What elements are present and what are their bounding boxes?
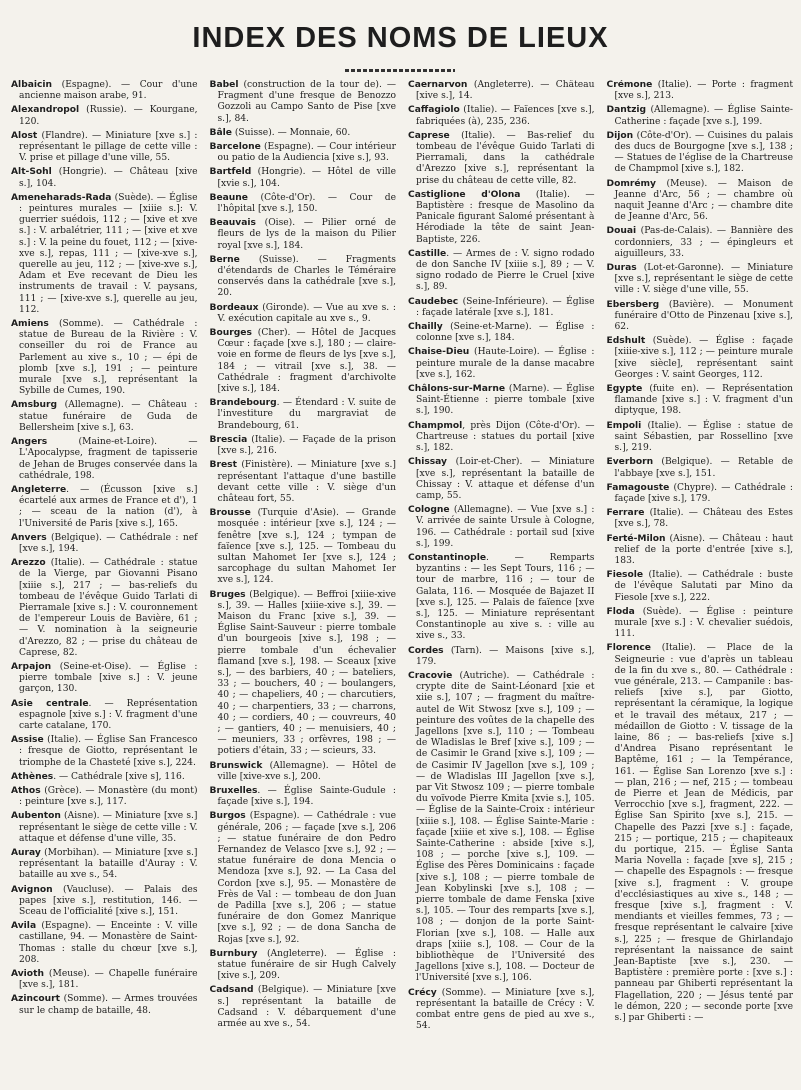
- entry-description: (Aisne). — Miniature [xve s.] représentant le siège de cette ville : V. attaque et défense d'une ville, 35.: [19, 811, 198, 844]
- index-entry: [210, 193, 397, 215]
- index-entry: [210, 80, 397, 125]
- index-entry: [607, 226, 794, 260]
- index-entry: [11, 699, 198, 733]
- entry-description: (Italie). — Façade de la prison [xve s.], 216.: [217, 434, 396, 457]
- entry-place-name: Athos: [11, 785, 41, 796]
- entry-description: (Morbihan). — Miniature [xve s.] représentant la bataille d'Auray : V. bataille au xve s., 54.: [19, 848, 198, 881]
- entry-place-name: Cologne: [408, 505, 450, 516]
- entry-place-name: Alt-Sohl: [11, 167, 52, 178]
- entry-place-name: Dijon: [606, 130, 634, 141]
- entry-description: (Cher). — Hôtel de Jacques Cœur : façade [xve s.], 180 ; — claire-voie en forme de fleurs de lys [xve s.], 184 ; — vitrail [xve s.], 38. — Cathédrale : fragment d'archivolte [xive s.], 184.: [217, 328, 396, 395]
- index-entry: [607, 421, 794, 455]
- entry-place-name: Athènes: [11, 771, 54, 782]
- entry-place-name: Caernarvon: [408, 80, 468, 90]
- index-entry: [607, 300, 794, 334]
- entry-description: (Gironde). — Vue au xve s. : V. exécution capitale au xve s., 9.: [217, 302, 396, 324]
- index-entry: [11, 662, 198, 696]
- entry-place-name: Assise: [11, 735, 44, 746]
- entry-description: (Espagne). — Cathédrale : vue générale, 206 ; — façade [xve s.], 206 ; — statue funéraire de don Pedro Fernandez de Velasco [xve s.], 92 ; — statue funéraire de dona Mencia o Mendoza [xve s.], 92. — La Casa del Cordon [xve s.], 95. — Monastère de Frès de Val : — tombeau de don Juan de Padilla [xve s.], 206 ; — statue funéraire de don Gomez Manrique [xve s.], 92 ; — de dona Sancha de Rojas [xve s.], 92.: [217, 811, 396, 945]
- entry-place-name: Champmol: [408, 420, 463, 431]
- index-entry: [408, 646, 595, 668]
- entry-place-name: Brest: [209, 460, 237, 471]
- index-entry: [607, 80, 794, 102]
- index-entry: [408, 80, 595, 102]
- index-entry: [408, 671, 595, 985]
- entry-description: (Allemagne). — Hôtel de ville [xive-xve s.], 200.: [217, 760, 396, 782]
- index-entry: [11, 131, 198, 165]
- entry-place-name: Alexandropol: [11, 105, 80, 116]
- entry-description: (Grèce). — Monastère (du mont) : peinture [xve s.], 117.: [19, 785, 198, 808]
- index-entry: [607, 105, 794, 127]
- entry-place-name: Azincourt: [11, 994, 61, 1005]
- index-entry: [210, 303, 397, 325]
- index-entry: [11, 786, 198, 808]
- entry-place-name: Chissay: [408, 457, 448, 468]
- entry-place-name: Cracovie: [408, 670, 453, 681]
- index-entry: [11, 167, 198, 189]
- entry-place-name: Bruges: [209, 589, 246, 600]
- entry-place-name: Crémone: [606, 80, 653, 90]
- entry-description: (Italie). — Bas-relief du tombeau de l'évêque Guido Tarlati di Pierramali, dans la cathédrale d'Arezzo [xive s.], représentant la prise du château de cette ville, 82.: [416, 130, 595, 186]
- entry-description: . — Cathédrale [xive s], 116.: [53, 771, 185, 782]
- entry-description: (Haute-Loire). — Église : peinture murale de la danse macabre [xve s.], 162.: [416, 347, 595, 380]
- entry-place-name: Cordes: [408, 645, 444, 656]
- entry-description: (Espagne). — Cour d'une ancienne maison arabe, 91.: [19, 80, 198, 102]
- index-entry: [11, 533, 198, 555]
- index-entry: [408, 421, 595, 455]
- entry-place-name: Ferté-Milon: [606, 533, 666, 544]
- index-entry: [11, 319, 198, 397]
- index-entry: [408, 553, 595, 643]
- entry-description: (Bavière). — Monument funéraire d'Otto de Pinzenau [xive s.], 62.: [614, 299, 793, 333]
- entry-description: (Vaucluse). — Palais des papes [xive s.], restitution, 146. — Sceau de l'officialité [xive s.], 151.: [19, 884, 198, 918]
- index-entry: [607, 131, 794, 176]
- entry-place-name: Ferrare: [606, 508, 645, 519]
- entry-description: (Somme). — Miniature [xve s.], représentant la bataille de Crécy : V. combat entre gens de pied au xve s., 54.: [416, 987, 595, 1032]
- entry-description: (Suède). — Église : peinture murale [xve s.] : V. chevalier suédois, 111.: [614, 606, 793, 640]
- entry-place-name: Angers: [11, 437, 48, 448]
- index-entry: [210, 128, 397, 139]
- entry-description: . — Remparts byzantins : — les Sept Tours, 116 ; — tour de marbre, 116 ; — tour de Galata, 116. — Mosquée de Bajazet II [xve s.], 125. — Palais de faïence [xve s.], 125. — Miniature représentant Constantinople au xive s. : ville au xive s., 33.: [416, 552, 595, 642]
- entry-description: (Italie). — Faïences [xve s.], fabriquées (à), 235, 236.: [416, 105, 595, 127]
- entry-description: (Tarn). — Maisons [xive s.], 179.: [416, 645, 595, 667]
- index-entry: [11, 772, 198, 783]
- entry-place-name: Brescia: [209, 434, 248, 445]
- index-entry: [11, 994, 198, 1016]
- index-entry: [607, 534, 794, 568]
- entry-place-name: Brandebourg: [209, 398, 277, 409]
- index-column: [210, 80, 397, 1080]
- entry-place-name: Douai: [606, 226, 637, 237]
- entry-place-name: Asie centrale: [11, 698, 89, 709]
- entry-description: (Russie). — Kourgane, 120.: [19, 105, 198, 127]
- index-entry: [11, 80, 198, 102]
- index-entry: [210, 786, 397, 808]
- entry-description: (Belgique). — Cathédrale : nef [xve s.], 194.: [19, 532, 198, 554]
- index-entry: [607, 179, 794, 224]
- entry-description: (Belgique). — Miniature [xve s.] représentant la bataille de Cadsand : V. débarquement d'une armée au xve s., 54.: [217, 985, 396, 1030]
- entry-place-name: Castiglione d'Olona: [408, 189, 521, 200]
- entry-place-name: Burnbury: [209, 948, 258, 959]
- entry-place-name: Caffagiolo: [408, 105, 460, 116]
- entry-place-name: Egypte: [606, 384, 643, 395]
- entry-place-name: Caprese: [408, 130, 450, 141]
- index-entry: [11, 193, 198, 316]
- entry-place-name: Alost: [11, 130, 38, 141]
- index-column: [408, 80, 595, 1080]
- index-entry: [607, 263, 794, 297]
- entry-description: . — Représentation espagnole [xive s.] : V. fragment d'une carte catalane, 170.: [19, 698, 198, 731]
- entry-description: (Allemagne). — Église Sainte-Catherine : façade [xve s.], 199.: [614, 105, 793, 127]
- entry-place-name: Avioth: [11, 969, 44, 980]
- entry-description: (Espagne). — Enceinte : V. ville castillane, 94. — Monastère de Saint-Thomas : stalle du chœur [xve s.], 208.: [19, 921, 198, 965]
- index-entry: [11, 735, 198, 769]
- index-entry: [408, 505, 595, 550]
- entry-description: . — Église Sainte-Gudule : façade [xive s.], 194.: [217, 785, 396, 808]
- index-entry: [607, 384, 794, 418]
- index-entry: [11, 437, 198, 482]
- entry-description: (Suisse). — Monnaie, 60.: [231, 127, 351, 138]
- entry-place-name: Amiens: [11, 319, 49, 330]
- index-entry: [607, 607, 794, 641]
- index-entry: [607, 457, 794, 479]
- entry-place-name: Bâle: [209, 127, 232, 138]
- index-entry: [607, 643, 794, 1024]
- index-entry: [11, 921, 198, 966]
- entry-place-name: Babel: [209, 80, 239, 90]
- index-entry: [11, 885, 198, 919]
- entry-description: (Somme). — Armes trouvées sur le champ de bataille, 48.: [19, 994, 198, 1016]
- entry-description: (Lot-et-Garonne). — Miniature [xve s.], représentant le siège de cette ville : V. siège d'une ville, 55.: [614, 263, 793, 296]
- index-entry: [408, 297, 595, 319]
- entry-description: (Angleterre). — Église : statue funéraire de sir Hugh Calvely [xive s.], 209.: [217, 948, 396, 982]
- entry-description: , près Dijon (Côte-d'Or). — Chartreuse : statues du portail [xive s.], 182.: [416, 420, 595, 454]
- entry-place-name: Barcelone: [209, 142, 261, 153]
- entry-description: (fuite en). — Représentation flamande [xive s.] : V. fragment d'un diptyque, 198.: [614, 384, 793, 417]
- entry-description: (construction de la tour de). — Fragment d'une fresque de Benozzo Gozzoli au Campo Santo de Pise [xve s.], 84.: [217, 80, 396, 124]
- entry-description: (Aisne). — Château : haut relief de la porte d'entrée [xive s.], 183.: [614, 533, 793, 566]
- index-entry: [607, 336, 794, 381]
- entry-description: (Loir-et-Cher). — Miniature [xve s.], représentant la bataille de Chissay : V. attaque et défense d'un camp, 55.: [416, 457, 595, 501]
- index-entry: [210, 255, 397, 300]
- title-divider: [345, 69, 455, 72]
- entry-description: (Hongrie). — Château [xive s.], 104.: [19, 167, 198, 189]
- entry-place-name: Empoli: [606, 420, 642, 431]
- index-entry: [210, 949, 397, 983]
- entry-place-name: Amsburg: [11, 400, 58, 411]
- index-entry: [210, 985, 397, 1030]
- entry-place-name: Floda: [606, 606, 635, 617]
- page-title: INDEX DES NOMS DE LIEUX: [192, 22, 609, 54]
- entry-place-name: Angleterre: [11, 484, 67, 495]
- index-entry: [11, 105, 198, 127]
- index-entry: [408, 249, 595, 294]
- entry-description: (Allemagne). — Vue [xve s.] : V. arrivée de sainte Ursule à Cologne, 196. — Cathédrale : portail sud [xive s.], 199.: [416, 505, 595, 549]
- entry-description: (Italie). — Cathédrale : statue de la Vierge, par Giovanni Pisano [xiiie s.], 217 ; — bas-reliefs du tombeau de l'évêque Guido Tarlati di Pierramale [xive s.] : V. couronnement de l'empereur Louis de Bavière, 61 ; — V. nomination à la seigneurie d'Arezzo, 82 ; — prise du château de Caprese, 82.: [19, 558, 198, 658]
- entry-description: (Angleterre). — Château [xive s.], 14.: [416, 80, 595, 102]
- entry-description: (Flandre). — Miniature [xve s.] : représentant le pillage de cette ville : V. prise et pillage d'une ville, 55.: [19, 130, 198, 164]
- entry-place-name: Beaune: [209, 192, 248, 203]
- entry-place-name: Berne: [209, 254, 240, 265]
- entry-description: (Seine-et-Marne). — Église : colonne [xve s.], 184.: [416, 322, 595, 344]
- entry-place-name: Ameneharads-Rada: [11, 192, 112, 203]
- entry-place-name: Albaicin: [11, 80, 53, 90]
- entry-description: (Côte-d'Or). — Cour de l'hôpital [xve s.], 150.: [217, 192, 396, 215]
- entry-place-name: Arezzo: [11, 558, 46, 569]
- index-entry: [408, 988, 595, 1033]
- entry-description: (Chypre). — Cathédrale : façade [xive s.], 179.: [614, 482, 793, 504]
- index-entry: [607, 570, 794, 604]
- entry-place-name: Bartfeld: [209, 167, 252, 178]
- entry-place-name: Cadsand: [209, 985, 254, 996]
- entry-place-name: Dantzig: [606, 105, 647, 116]
- entry-place-name: Ebersberg: [606, 299, 660, 310]
- entry-description: (Belgique). — Beffroi [xiiie-xive s.], 39. — Halles [xiiie-xive s.], 39. — Maison du Franc [xive s.], 39. — Église Saint-Sauveur : pierre tombale d'un bourgeois [xive s.], 198 ; — pierre tombale d'un échevalier flamand [xve s.], 198. — Sceaux [xive s.], — des barbiers, 40 ; — bateliers, 33 ; — bouchers, 40 ; — boulangers, 40 ; — chapeliers, 40 ; — charcutiers, 40 ; — charpentiers, 33 ; — charrons, 40 ; — cordiers, 40 ; — couvreurs, 40 ; — gantiers, 40 ; — menuisiers, 40 ; — meuniers, 33 ; orfèvres, 198 ; — potiers d'étain, 33 ; — scieurs, 33.: [217, 589, 396, 757]
- index-entry: [11, 811, 198, 845]
- entry-place-name: Brunswick: [209, 760, 263, 771]
- entry-description: (Espagne). — Cour intérieur ou patio de la Audiencia [xive s.], 93.: [217, 142, 396, 164]
- index-entry: [408, 190, 595, 246]
- index-entry: [11, 969, 198, 991]
- entry-description: (Autriche). — Cathédrale : crypte dite de Saint-Léonard [xie et xiie s.], 107 ; — fragment du maître-autel de Wit Stwosz [xve s.], 109 ; — peinture des voûtes de la chapelle des Jagellons [xve s.], 110 ; — Tombeau de Wladislas le Bref [xive s.], 109 ; — de Casimir le Grand [xive s.], 109 ; — de Casimir IV Jagellon [xve s.], 109 ; — de Wladislas III Jagellon [xve s.], par Vit Stwosz 109 ; — pierre tombale du voïvode Pierre Kmita [xvie s.], 105. — Église de la Sainte-Croix : intérieur [xiiie s.], 108. — Église Sainte-Marie : façade [xiiie et xive s.], 108. — Église Sainte-Catherine : abside [xive s.], 108 ; — porche [xive s.], 109. — Église des Pères Dominicains : façade [xive s.], 108 ; — pierre tombale de Jean Kobylinski [xve s.], 108 ; — pierre tombale de dame Fenska [xive s.], 105. — Tour des remparts [xve s.], 108 ; — donjon de la porte Saint-Florian [xve s.], 108. — Halle aux draps [xiiie s.], 108. — Cour de la bibliothèque de l'Université des Jagellons [xive s.], 108. — Docteur de l'Université [xve s.], 106.: [416, 670, 595, 984]
- index-entry: [11, 848, 198, 882]
- entry-place-name: Châlons-sur-Marne: [408, 384, 506, 395]
- entry-description: (Pas-de-Calais). — Bannière des cordonniers, 33 ; — épingleurs et aiguilleurs, 33.: [614, 226, 793, 259]
- entry-place-name: Caudebec: [408, 296, 459, 307]
- entry-description: (Belgique). — Retable de l'abbaye [xve s.], 151.: [614, 457, 793, 479]
- entry-place-name: Castille: [408, 248, 447, 259]
- entry-description: (Meuse). — Maison de Jeanne d'Arc, 56 ; — chambre où naquit Jeanne d'Arc ; — chambre dite de Jeanne d'Arc, 56.: [614, 178, 793, 223]
- entry-place-name: Aubenton: [11, 811, 61, 822]
- entry-place-name: Bordeaux: [209, 302, 259, 313]
- index-entry: [210, 435, 397, 457]
- index-entry: [210, 460, 397, 505]
- index-entry: [11, 400, 198, 434]
- entry-place-name: Burgos: [209, 811, 246, 822]
- entry-description: (Maine-et-Loire). — L'Apocalypse, fragment de tapisserie de Jehan de Bruges conservée dans la cathédrale, 198.: [19, 437, 198, 481]
- entry-description: (Finistère). — Miniature [xve s.] représentant l'attaque d'une bastille devant cette ville : V. siège d'un château fort, 55.: [217, 460, 396, 504]
- entry-place-name: Florence: [606, 643, 651, 654]
- entry-place-name: Avignon: [11, 884, 53, 895]
- entry-description: (Marne). — Église Saint-Étienne : pierre tombale [xive s.], 190.: [416, 384, 595, 417]
- entry-description: (Suisse). — Fragments d'étendards de Charles le Téméraire conservés dans la cathédrale [xve s.], 20.: [217, 254, 396, 299]
- index-entry: [210, 328, 397, 395]
- entry-description: (Hongrie). — Hôtel de ville [xvie s.], 104.: [217, 167, 396, 189]
- entry-place-name: Arpajon: [11, 661, 52, 672]
- entry-place-name: Famagouste: [606, 482, 670, 493]
- entry-description: (Suède). — Église : façade [xiiie-xive s.], 112 ; — peinture murale [xive siècle], représentant saint Georges : V. saint Georges, 112.: [614, 336, 793, 380]
- entry-description: (Italie). — Baptistère : fresque de Masolino da Panicale figurant Salomé présentant à Hérodiade la tête de saint Jean-Baptiste, 226.: [416, 189, 595, 245]
- entry-description: (Allemagne). — Château : statue funéraire de Guda de Bellersheim [xive s.], 63.: [19, 400, 198, 433]
- index-entry: [210, 590, 397, 758]
- entry-place-name: Duras: [606, 263, 637, 274]
- entry-place-name: Auray: [11, 848, 41, 858]
- index-entry: [408, 384, 595, 418]
- entry-description: (Italie). — Cathédrale : buste de l'évêque Salutati par Mino da Fiesole [xve s.], 222.: [614, 570, 793, 603]
- index-entry: [408, 457, 595, 502]
- index-entry: [11, 485, 198, 530]
- index-entry: [210, 761, 397, 783]
- entry-description: (Suède). — Église : peintures murales — [xiiie s.]: V. guerrier suédois, 112 ; — [xive et xve s.] : V. arbalétrier, 111 ; — [xive et xve s.] : V. la peine du fouet, 112 ; — [xive-xve s.], repas, 111 ; — [xive-xve s.], querelle au jeu, 112 ; — [xive-xve s.], Adam et Eve recevant de Dieu les instruments de travail : V. paysans, 111 ; — [xive-xve s.], querelle au jeu, 112.: [19, 192, 198, 315]
- entry-place-name: Domrémy: [606, 178, 656, 189]
- entry-description: (Côte-d'Or). — Cuisines du palais des ducs de Bourgogne [xve s.], 138 ; — Statues de l'église de la Chartreuse de Champmol [xive s.], 182.: [614, 130, 793, 175]
- entry-description: (Meuse). — Chapelle funéraire [xve s.], 181.: [19, 969, 198, 991]
- index-entry: [210, 218, 397, 252]
- index-entry: [408, 322, 595, 344]
- entry-place-name: Edshult: [606, 336, 646, 347]
- entry-place-name: Fiesole: [606, 570, 644, 581]
- index-entry: [607, 508, 794, 530]
- index-column: [607, 80, 794, 1080]
- entry-description: (Seine-et-Oise). — Église : pierre tombale [xive s.] : V. jeune garçon, 130.: [19, 661, 198, 695]
- entry-description: (Turquie d'Asie). — Grande mosquée : intérieur [xve s.], 124 ; — fenêtre [xve s.], 124 ; tympan de faïence [xve s.], 125. — Tombeau du sultan Mahomet Ier [xve s.], 124 ; sarcophage du sultan Mahomet Ier xve s.], 124.: [217, 508, 396, 586]
- index-entry: [210, 398, 397, 432]
- entry-place-name: Anvers: [11, 532, 47, 543]
- index-entry: [210, 508, 397, 586]
- entry-description: . — Armes de : V. signo rodado de don Sanche IV [xiiie s.], 89 ; — V. signo rodado de Pierre le Cruel [xive s.], 89.: [416, 248, 595, 293]
- entry-description: (Italie). — Église : statue de saint Sébastien, par Rossellino [xve s.], 219.: [614, 420, 793, 454]
- entry-place-name: Bruxelles: [209, 785, 258, 796]
- entry-place-name: Constantinople: [408, 552, 487, 563]
- entry-description: (Seine-Inférieure). — Église : façade latérale [xve s.], 181.: [416, 296, 595, 318]
- index-column: [11, 80, 198, 1080]
- entry-description: . — Étendard : V. suite de l'investiture du margraviat de Brandebourg, 61.: [217, 398, 396, 431]
- entry-place-name: Crécy: [408, 987, 437, 998]
- index-entry: [408, 131, 595, 187]
- index-entry: [210, 811, 397, 945]
- entry-place-name: Bourges: [209, 328, 252, 339]
- entry-description: (Italie). — Château des Estes [xve s.], 78.: [614, 508, 793, 530]
- entry-place-name: Everborn: [606, 457, 654, 468]
- entry-place-name: Chaise-Dieu: [408, 347, 470, 358]
- entry-place-name: Avila: [11, 921, 37, 932]
- index-entry: [210, 167, 397, 189]
- index-columns: [11, 80, 793, 1080]
- index-entry: [11, 558, 198, 659]
- entry-place-name: Beauvais: [209, 218, 256, 229]
- index-entry: [210, 142, 397, 164]
- entry-place-name: Brousse: [209, 508, 251, 519]
- entry-description: (Italie). — Église San Francesco : fresque de Giotto, représentant le triomphe de la Chasteté [xive s.], 224.: [19, 735, 198, 768]
- index-entry: [408, 347, 595, 381]
- entry-description: . — (Écusson [xive s.] écartelé aux armes de France et d'), 1 ; — sceau de la nation (d'), à l'Université de Paris [xive s.], 165.: [19, 484, 198, 529]
- entry-description: (Oise). — Pilier orné de fleurs de lys de la maison du Pilier royal [xve s.], 184.: [217, 218, 396, 251]
- entry-description: (Italie). — Porte : fragment [xve s.], 213.: [614, 80, 793, 102]
- index-entry: [607, 483, 794, 505]
- entry-description: (Somme). — Cathédrale : statue de Bureau de la Rivière : V. conseiller du roi de France au Parlement au xive s., 10 ; — épi de plomb [xve s.], 191 ; — peinture murale [xve s.], représentant la Sybille de Cumes, 190.: [19, 319, 198, 397]
- entry-description: (Italie). — Place de la Seigneurie : vue d'après un tableau de la fin du xve s., 80. — Cathédrale : vue générale, 213. — Campanile : bas-reliefs [xive s.], par Giotto, représentant la céramique, la logique et le travail des métaux, 217 ; — médaillon de Giotto : V. tissage de la laine, 86 ; — bas-reliefs [xive s.] d'Andrea Pisano représentant le Baptême, 161 ; — la Tempérance, 161. — Église San Lorenzo [xve s.] : — plan, 216 ; — nef, 215 ; — tombeau de Pierre et Jean de Médicis, par Verrocchio [xve s.], fragment, 222. — Église San Spirito [xve s.], 215. — Chapelle des Pazzi [xve s.] : façade, 215 ; — portique, 215 ; — chapiteaux du portique, 215. — Église Santa Maria Novella : façade [xve s], 215 ; — chapelle des Espagnols : — fresque [xive s.], fragment : V. groupe d'ecclésiastiques au xive s., 148 ; — fresque [xive s.], fragment : V. mendiants et vieilles femmes, 73 ; — fresque représentant le calvaire [xive s.], 225 ; — fresque de Ghirlandajo représentant la naissance de saint Jean-Baptiste [xve s.], 230. — Baptistère : première porte : [xve s.] : panneau par Ghiberti représentant la Flagellation, 220 ; — Jésus tenté par le démon, 220 ; — seconde porte [xve s.] par Ghiberti : —: [614, 643, 793, 1024]
- index-entry: [408, 105, 595, 127]
- entry-place-name: Chailly: [408, 322, 443, 333]
